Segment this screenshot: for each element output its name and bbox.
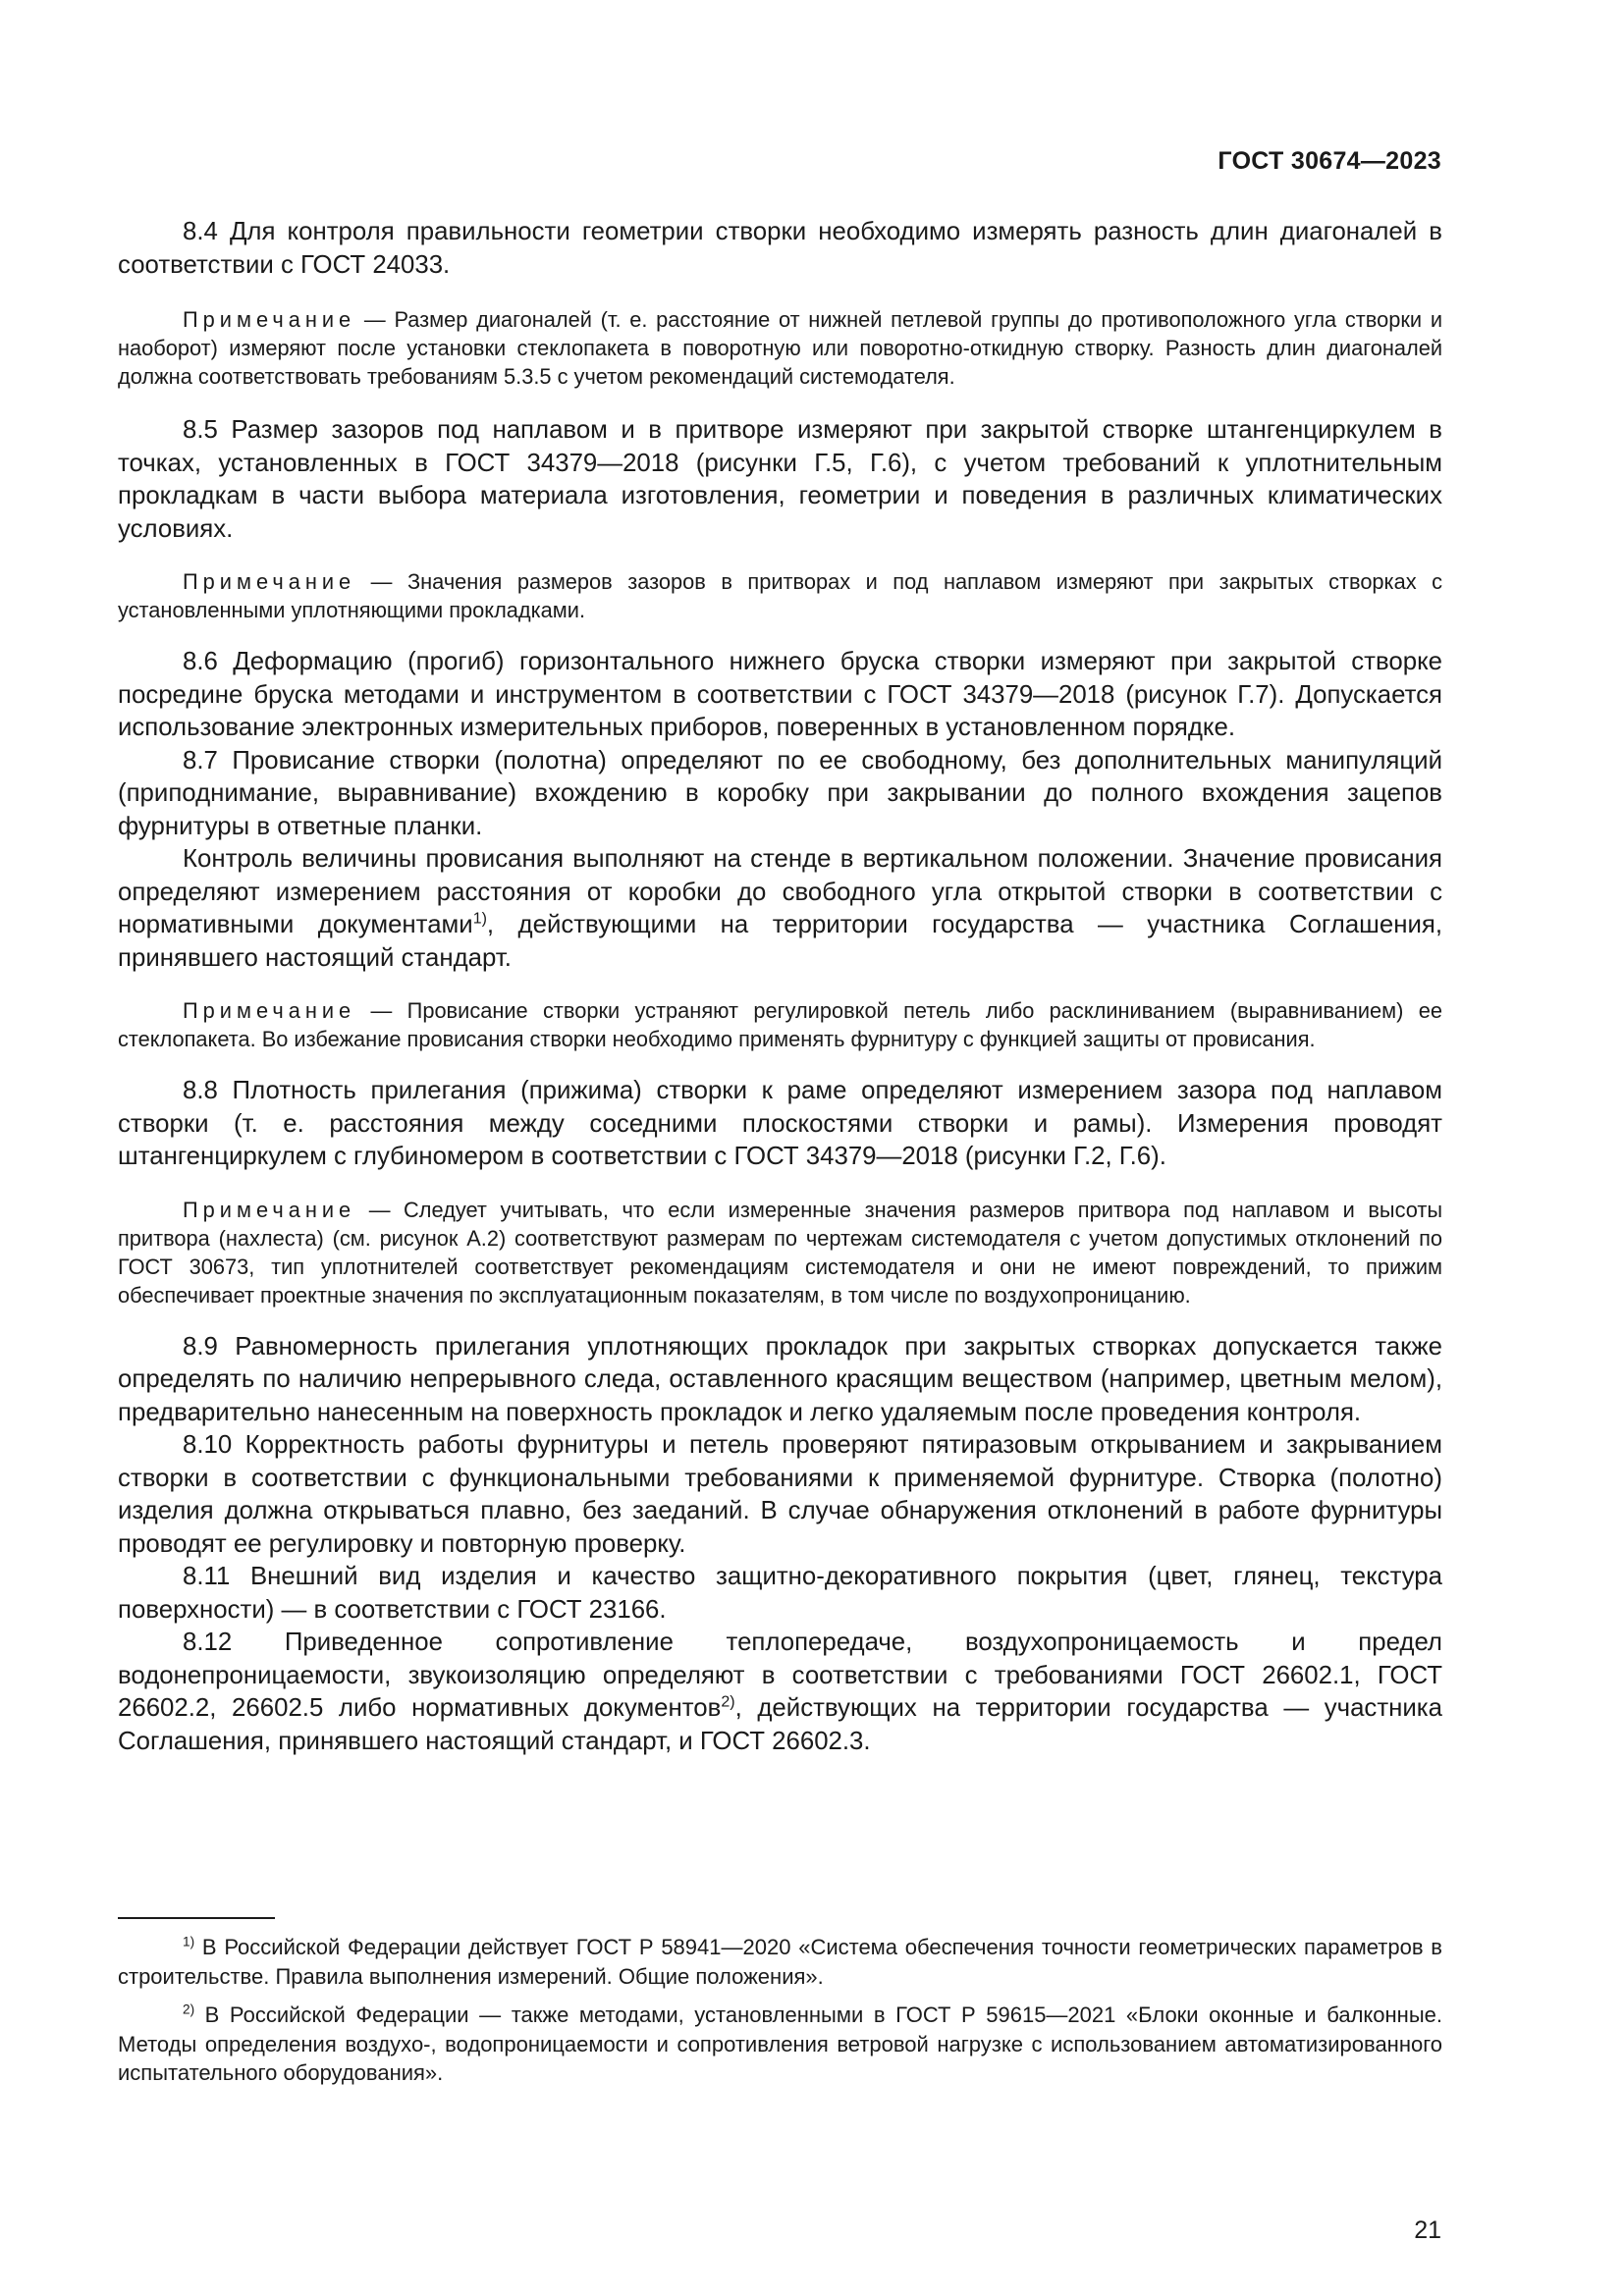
paragraph-8-12 (118, 1627, 1442, 1758)
paragraph-8-9: 8.9 Равномерность прилегания уплотняющих прокладок при закрытых створках допускается также определять по наличию непрерывного следа, оставленного красящим веществом (например, цветным мелом), предварительно нанесенным на поверхность прокладок и легко удаляемым после проведения контроля. (118, 1332, 1442, 1426)
document-header: ГОСТ 30674—2023 (1218, 147, 1441, 175)
footnote-text: В Российской Федерации действует ГОСТ Р 58941—2020 «Система обеспечения точности геометрических параметров в строительстве. Правила выполнения измерений. Общие положения». (118, 1935, 1442, 1989)
note-label: Примечание (183, 998, 356, 1023)
footnote-text: В Российской Федерации — также методами, установленными в ГОСТ Р 59615—2021 «Блоки оконные и балконные. Методы определения воздухо-, водопроницаемости и сопротивления ветровой нагрузке с использованием автоматизированного испытательного оборудования». (118, 2002, 1442, 2085)
note-text: — Размер диагоналей (т. е. расстояние от нижней петлевой группы до противоположного угла створки и наоборот) измеряют после установки стеклопакета в поворотную или поворотно-откидную створку. Разность длин диагоналей должна соответствовать требованиям 5.3.5 с учетом рекомендаций системодателя. (118, 307, 1442, 389)
footnotes (118, 1917, 1442, 2088)
note-label: Примечание (183, 569, 356, 594)
document-body (118, 216, 1442, 1758)
note-8-7 (118, 996, 1442, 1053)
paragraph-8-7-control (118, 843, 1442, 975)
paragraph-8-8: 8.8 Плотность прилегания (прижима) створки к раме определяют измерением зазора под наплавом створки (т. е. расстояния между соседними плоскостями створки и рамы). Измерения проводят штангенциркулем с глубиномером в соответствии с ГОСТ 34379—2018 (рисунки Г.2, Г.6). (118, 1077, 1442, 1170)
note-text: — Следует учитывать, что если измеренные значения размеров притвора под наплавом и высоты притвора (нахлеста) (см. рисунок А.2) соответствуют размерам по чертежам системодателя с учетом допустимых отклонений по ГОСТ 30673, тип уплотнителей соответствует рекомендациям системодателя и они не имеют повреждений, то прижим обеспечивает проектные значения по эксплуатационным показателям, в том числе по воздухопроницанию. (118, 1197, 1442, 1308)
page-number: 21 (1414, 2216, 1441, 2244)
note-text: — Значения размеров зазоров в притворах и под наплавом измеряют при закрытых створках с установленными уплотняющими прокладками. (118, 569, 1442, 622)
note-8-5 (118, 567, 1442, 624)
footnote-1 (118, 1933, 1442, 1991)
paragraph-8-10: 8.10 Корректность работы фурнитуры и петель проверяют пятиразовым открыванием и закрыванием створки в соответствии с функциональными требованиями к применяемой фурнитуре. Створка (полотно) изделия должна открываться плавно, без заеданий. В случае обнаружения отклонений в работе фурнитуры проводят ее регулировку и повторную проверку. (118, 1431, 1442, 1558)
footnote-2 (118, 2001, 1442, 2088)
paragraph-8-6: 8.6 Деформацию (прогиб) горизонтального нижнего бруска створки измеряют при закрытой створке посредине бруска методами и инструментом в соответствии с ГОСТ 34379—2018 (рисунок Г.7). Допускается использование электронных измерительных приборов, поверенных в установленном порядке. (118, 648, 1442, 741)
paragraph-8-7: 8.7 Провисание створки (полотна) определяют по ее свободному, без дополнительных манипуляций (приподнимание, выравнивание) вхождению в коробку при закрывании до полного вхождения зацепов фурнитуры в ответные планки. (118, 746, 1442, 840)
paragraph-text: Контроль величины провисания выполняют на стенде в вертикальном положении. Значение провисания определяют измерением расстояния от коробки до свободного угла открытой створки в соответствии с нормативными документами (118, 845, 1442, 938)
paragraph-text: , действующими на территории государства — участника Соглашения, принявшего настоящий стандарт. (118, 911, 1442, 972)
footnote-mark: 2) (183, 2002, 195, 2017)
paragraph-text: , действующих на территории государства — участника Соглашения, принявшего настоящий стандарт, и ГОСТ 26602.3. (118, 1694, 1443, 1755)
paragraph-8-4: 8.4 Для контроля правильности геометрии створки необходимо измерять разность длин диагоналей в соответствии с ГОСТ 24033. (118, 218, 1442, 279)
note-text: — Провисание створки устраняют регулировкой петель либо расклиниванием (выравниванием) ее стеклопакета. Во избежание провисания створки необходимо применять фурнитуру с функцией защиты от провисания. (118, 998, 1442, 1051)
footnote-mark: 1) (183, 1934, 195, 1949)
paragraph-text: 8.12 Приведенное сопротивление теплопередаче, воздухопроницаемость и предел водонепроницаемости, звукоизоляцию определяют в соответствии с требованиями ГОСТ 26602.1, ГОСТ 26602.2, 26602.5 либо нормативных документов (118, 1629, 1442, 1722)
footnote-separator (118, 1917, 275, 1919)
footnote-ref-2[interactable]: 2) (721, 1693, 735, 1711)
paragraph-8-5: 8.5 Размер зазоров под наплавом и в притворе измеряют при закрытой створке штангенциркулем в точках, установленных в ГОСТ 34379—2018 (рисунки Г.5, Г.6), с учетом требований к уплотнительным прокладкам в части выбора материала изготовления, геометрии и поведения в различных климатических условиях. (118, 416, 1442, 543)
note-label: Примечание (183, 307, 356, 332)
paragraph-8-11: 8.11 Внешний вид изделия и качество защитно-декоративного покрытия (цвет, глянец, текстура поверхности) — в соответствии с ГОСТ 23166. (118, 1563, 1442, 1624)
note-label: Примечание (183, 1197, 356, 1222)
note-8-4 (118, 305, 1442, 391)
footnote-ref-1[interactable]: 1) (472, 910, 487, 928)
note-8-8 (118, 1196, 1442, 1309)
